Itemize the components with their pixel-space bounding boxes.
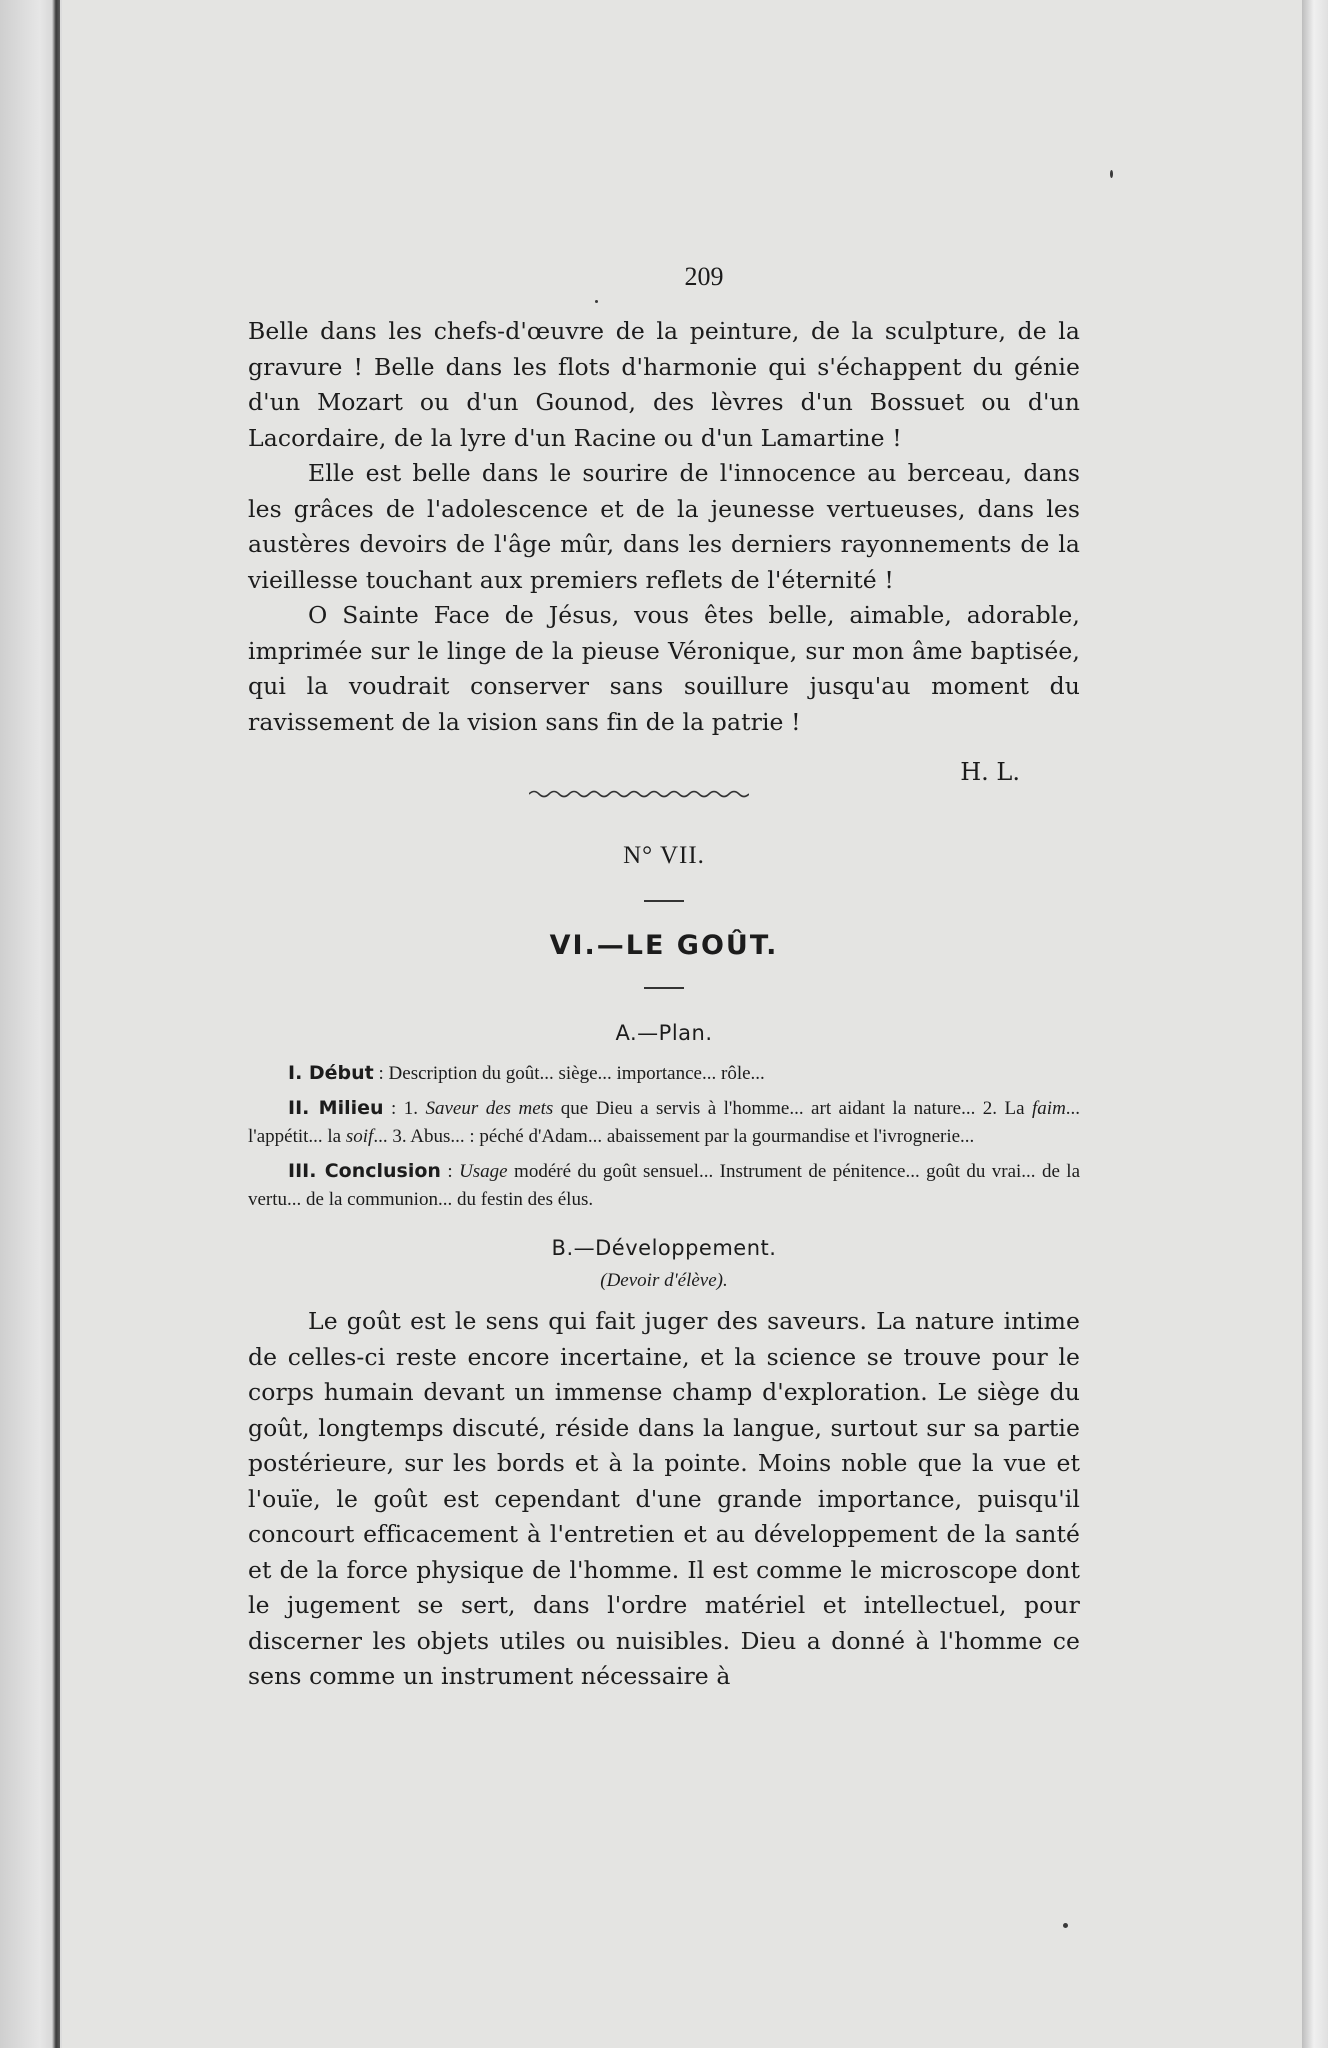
development-subtitle: (Devoir d'élève). (600, 1270, 728, 1291)
plan-item-milieu: II. Milieu : 1. Saveur des mets que Dieu a servis à l'homme... art aidant la nature... 2. La faim... l'appétit... la soif... 3. Abus... : péché d'Adam... abaissement par la gourmandise et l'ivrognerie... (248, 1097, 1081, 1147)
scan-speck (1110, 170, 1113, 178)
plan-outline (248, 1059, 1080, 1214)
divider-rule (644, 987, 684, 989)
text-body (248, 262, 1080, 1695)
paragraph: Elle est belle dans le sourire de l'innocence au berceau, dans les grâces de l'adolescence et de la jeunesse vertueuses, dans les austères devoirs de l'âge mûr, dans les derniers rayonnements de la vieillesse touchant aux premiers reflets de l'éternité ! (248, 459, 1080, 594)
paragraph: Belle dans les chefs-d'œuvre de la peinture, de la sculpture, de la gravure ! Belle dans les flots d'harmonie qui s'échappent du génie d'un Mozart ou d'un Gounod, des lèvres d'un Bossuet ou d'un Lacordaire, de la lyre d'un Racine ou d'un Lamartine ! (248, 317, 1080, 452)
divider-rule (644, 900, 684, 902)
paragraph: O Sainte Face de Jésus, vous êtes belle, aimable, adorable, imprimée sur le linge de la pieuse Véronique, sur mon âme baptisée, qui la voudrait conserver sans souillure jusqu'au moment du ravissement de la vision sans fin de la patrie ! (248, 601, 1080, 736)
section-number: N° VII. (623, 842, 705, 869)
ornamental-divider (529, 788, 749, 800)
plan-item-conclusion: III. Conclusion : Usage modéré du goût sensuel... Instrument de pénitence... goût du vrai... de la vertu... de la communion... du festin des élus. (248, 1160, 1081, 1210)
chapter-title: VI.—LE GOÛT. (549, 930, 779, 961)
signature: H. L. (960, 758, 1020, 786)
page-edge (1302, 0, 1328, 2048)
paragraph: Le goût est le sens qui fait juger des saveurs. La nature intime de celles-ci reste encore incertaine, et la science se trouve pour le corps humain devant un immense champ d'exploration. Le siège du goût, longtemps discuté, réside dans la langue, surtout sur sa partie postérieure, sur les bords et à la pointe. Moins noble que la vue et l'ouïe, le goût est cependant d'une grande importance, puisqu'il concourt efficacement à l'entretien et au développement de la santé et de la force physique de l'homme. Il est comme le microscope dont le jugement se sert, dans l'ordre matériel et intellectuel, pour discerner les objets utiles ou nuisibles. Dieu a donné à l'homme ce sens comme un instrument nécessaire à (248, 1307, 1080, 1690)
scan-speck (1063, 1923, 1068, 1928)
plan-heading: A.—Plan. (615, 1021, 713, 1045)
page-number: 209 (684, 262, 724, 291)
binding-edge (0, 0, 60, 2048)
plan-item-debut: I. Début : Description du goût... siège... importance... rôle... (288, 1062, 765, 1084)
development-heading: B.—Développement. (551, 1236, 777, 1260)
